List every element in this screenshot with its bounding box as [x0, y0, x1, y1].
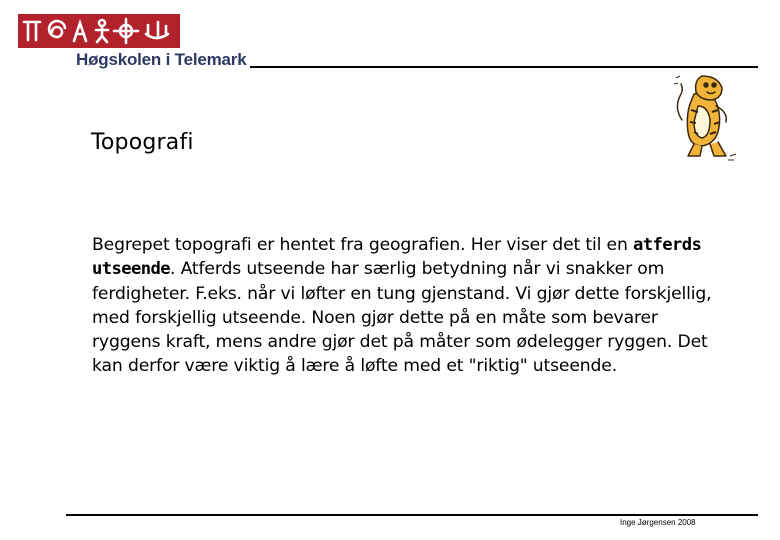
footer-credit: Inge Jørgensen 2008: [620, 518, 696, 527]
institution-name: Høgskolen i Telemark: [76, 50, 247, 69]
footer-rule: [66, 514, 758, 516]
body-text-part-1: Begrepet topografi er hentet fra geografien. Her viser det til en: [92, 235, 634, 255]
tiger-mascot-icon: [672, 72, 738, 162]
header-rule: [250, 66, 758, 68]
body-paragraph: [92, 233, 717, 379]
institution-logo-icon: [18, 14, 180, 48]
slide-title: Topografi: [91, 130, 194, 155]
body-text-part-2: . Atferds utseende har særlig betydning når vi snakker om ferdigheter. F.eks. når vi løfter en tung gjenstand. Vi gjør dette forskjellig, med forskjellig utseende. Noen gjør dette på en måte som bevarer ryggens kraft, mens andre gjør det på måter som ødelegger ryggen. Det kan derfor være viktig å lære å løfte med et "riktig" utseende.: [92, 259, 712, 377]
emphasis-term: atferds utseende: [92, 235, 702, 280]
